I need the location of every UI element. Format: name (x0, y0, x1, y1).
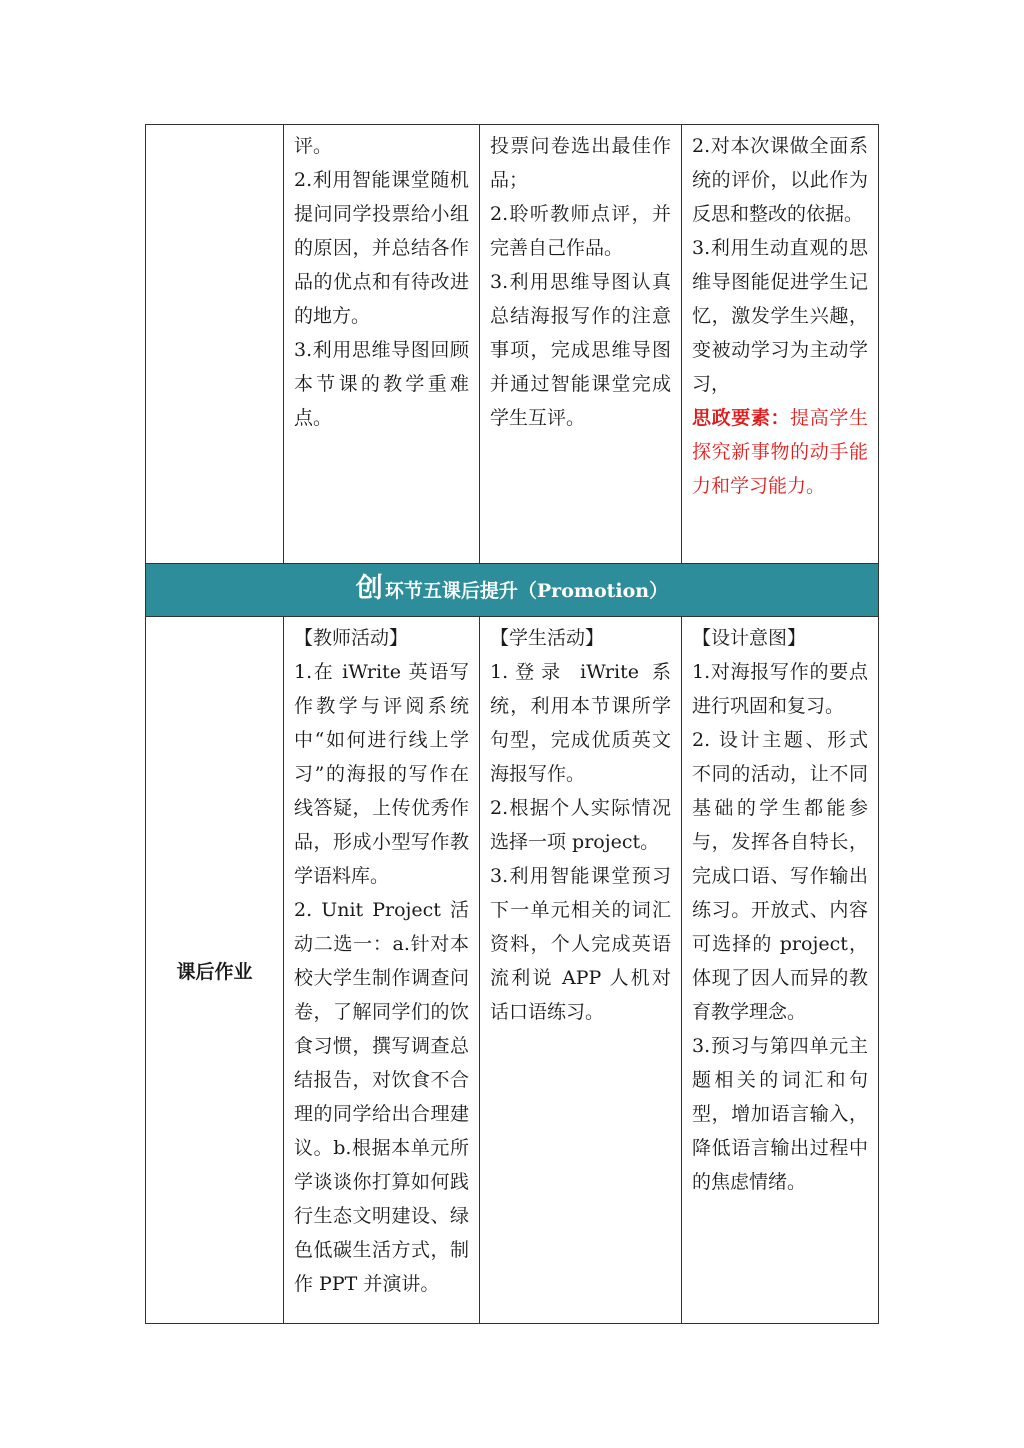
design-item: 3.利用生动直观的思维导图能促进学生记忆，激发学生兴趣，变被动学习为主动学习， (692, 237, 868, 395)
teacher-header: 【教师活动】 (294, 627, 409, 649)
teacher-item: 3.利用思维导图回顾本节课的教学重难点。 (294, 339, 469, 429)
student-item: 2.根据个人实际情况选择一项 project。 (490, 797, 671, 853)
design-item: 2. 设计主题、形式不同的活动，让不同基础的学生都能参与，发挥各自特长，完成口语、写作输出练习。开放式、内容可选择的 project，体现了因人而异的教育教学理念。 (692, 729, 868, 1023)
design-item: 1.对海报写作的要点进行巩固和复习。 (692, 661, 868, 717)
student-activity-cell (480, 617, 682, 1324)
student-item: 3.利用智能课堂预习下一单元相关的词汇资料，个人完成英语流利说 APP 人机对话口语练习。 (490, 865, 671, 1023)
teacher-activity-cell (284, 125, 480, 564)
design-header: 【设计意图】 (692, 627, 807, 649)
banner-char: 创 (355, 573, 383, 604)
student-item: 3.利用思维导图认真总结海报写作的注意事项，完成思维导图并通过智能课堂完成学生互评。 (490, 271, 671, 429)
design-item: 3.预习与第四单元主题相关的词汇和句型，增加语言输入，降低语言输出过程中的焦虑情绪。 (692, 1035, 868, 1193)
student-item: 2.聆听教师点评，并完善自己作品。 (490, 203, 671, 259)
lesson-plan-table (145, 124, 879, 1324)
teacher-item: 2.利用智能课堂随机提问同学投票给小组的原因，并总结各作品的优点和有待改进的地方。 (294, 169, 469, 327)
sizheng-text: 提高学生探究新事物的动手能力和学习能力。 (692, 407, 868, 497)
banner-subtitle: （Promotion） (517, 580, 669, 602)
label-cell-empty (146, 125, 284, 564)
banner-title: 环节五课后提升 (384, 580, 518, 602)
design-intent-cell (682, 125, 879, 564)
teacher-item: 评。 (294, 135, 333, 157)
section-banner-row (146, 564, 879, 617)
sizheng-label: 思政要素： (692, 407, 791, 429)
row-label-homework: 课后作业 (146, 617, 284, 1324)
student-item: 1.登录 iWrite 系统，利用本节课所学句型，完成优质英文海报写作。 (490, 661, 671, 785)
design-intent-cell (682, 617, 879, 1324)
student-activity-cell (480, 125, 682, 564)
student-item: 投票问卷选出最佳作品； (490, 135, 671, 191)
student-header: 【学生活动】 (490, 627, 605, 649)
teacher-item: 2. Unit Project 活动二选一：a.针对本校大学生制作调查问卷，了解同学们的饮食习惯，撰写调查总结报告，对饮食不合理的同学给出合理建议。b.根据本单元所学谈谈你打算如何践行生态文明建设、绿色低碳生活方式，制作 PPT 并演讲。 (294, 899, 469, 1295)
teacher-activity-cell (284, 617, 480, 1324)
sizheng-element (692, 401, 868, 503)
teacher-item: 1.在 iWrite 英语写作教学与评阅系统中“如何进行线上学习”的海报的写作在线答疑，上传优秀作品，形成小型写作教学语料库。 (294, 661, 469, 887)
design-item: 2.对本次课做全面系统的评价，以此作为反思和整改的依据。 (692, 135, 868, 225)
table-row-review (146, 125, 879, 564)
section-banner (146, 564, 879, 617)
table-row-homework (146, 617, 879, 1324)
